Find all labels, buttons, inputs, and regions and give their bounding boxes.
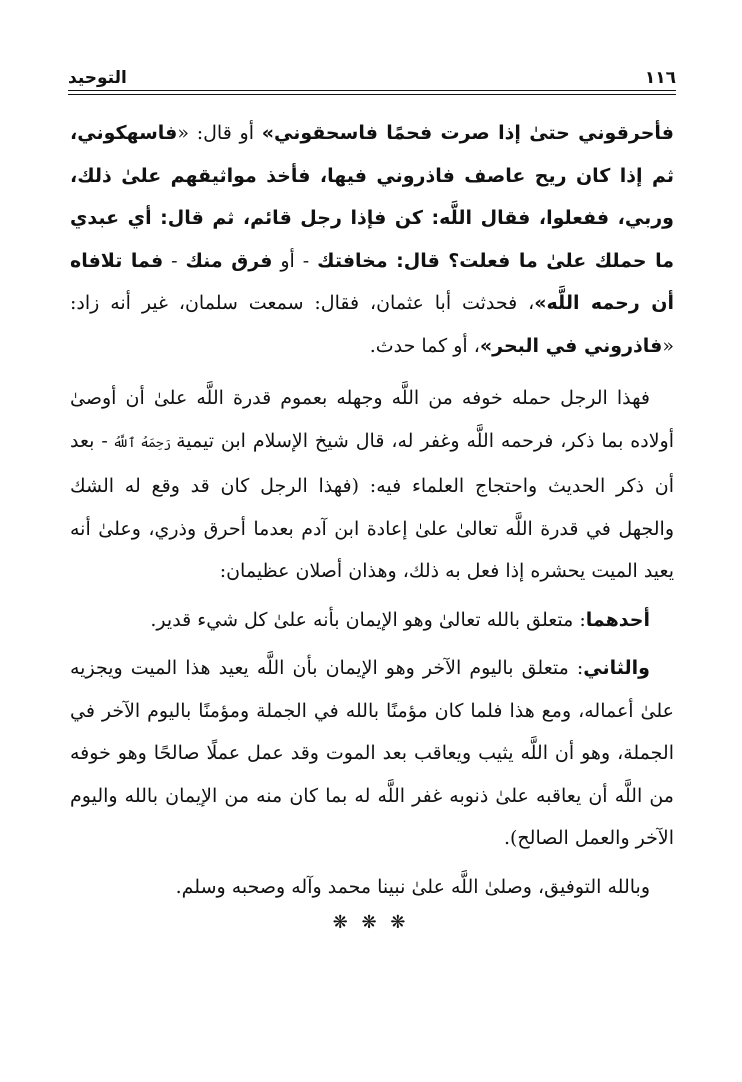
- text-span: ، أو كما حدث.: [369, 334, 480, 357]
- body-text: [70, 112, 674, 914]
- text-span: وبالله التوفيق، وصلىٰ اللَّه علىٰ نبينا محمد وآله وصحبه وسلم.: [175, 875, 650, 898]
- bold-span: أحدهما: [585, 608, 650, 631]
- bold-span: والثاني: [583, 657, 650, 679]
- header-rule-top: [68, 90, 676, 91]
- section-separator: ❋ ❋ ❋: [332, 912, 410, 933]
- text-span: - أو: [272, 249, 318, 272]
- bold-span: فما تلافاه أن رحمه اللَّه»: [70, 249, 674, 314]
- text-span: أو قال: «: [177, 122, 262, 144]
- running-header: [68, 54, 676, 88]
- header-rule-bottom: [68, 94, 676, 95]
- bold-span: فرق منك: [185, 249, 273, 272]
- paragraph-second-principle: [70, 647, 674, 860]
- paragraph-closing: [70, 866, 674, 909]
- text-span: : متعلق باليوم الآخر وهو الإيمان بأن اللَّه يعيد هذا الميت ويجزيه علىٰ أعماله، ومع هذا فلما كان مؤمنًا بالله في الجملة ومؤمنًا باليوم الآخر في الجملة، وهو أن اللَّه يثيب ويعاقب بعد الموت وقد عمل عملًا صالحًا وهو خوفه من اللَّه أن يعاقبه علىٰ ذنوبه غفر اللَّه له بما كان منه من الإيمان بالله واليوم الآخر والعمل الصالح).: [70, 657, 674, 849]
- text-span: - بعد أن ذكر الحديث واحتجاج العلماء فيه: (فهذا الرجل كان قد وقع له الشك والجهل في قدرة اللَّه تعالىٰ علىٰ إعادة ابن آدم بعدما أحرق وذري، وعلىٰ أنه يعيد الميت يحشره إذا فعل به ذلك، وهذان أصلان عظيمان:: [70, 429, 674, 582]
- running-title: التوحيد: [68, 68, 127, 88]
- bold-span: فاسهكوني، ثم إذا كان ريح عاصف فاذروني فيها، فأخذ مواثيقهم علىٰ ذلك، وربي، ففعلوا، فقال اللَّه: كن فإذا رجل قائم، ثم قال: أي عبدي ما حملك علىٰ ما فعلت؟ قال: مخافتك: [70, 122, 674, 272]
- bold-span: فأحرقوني حتىٰ إذا صرت فحمًا فاسحقوني»: [261, 122, 674, 144]
- text-span: -: [163, 249, 186, 272]
- bold-span: فاذروني في البحر»: [479, 334, 663, 357]
- paragraph-commentary: [70, 377, 674, 593]
- paragraph-hadith: [70, 112, 674, 367]
- page-number: ١١٦: [644, 68, 676, 88]
- text-span: فهذا الرجل حمله خوفه من اللَّه وجهله بعموم قدرة اللَّه علىٰ أن أوصىٰ أولاده بما ذكر، فرحمه اللَّه وغفر له، قال شيخ الإسلام ابن تيمية: [70, 387, 675, 452]
- honorific-phrase: رَحِمَهُ ٱللَّهُ: [107, 435, 177, 451]
- text-span: ، فحدثت أبا عثمان، فقال: سمعت سلمان، غير أنه زاد: «: [70, 292, 674, 357]
- text-span: : متعلق بالله تعالىٰ وهو الإيمان بأنه علىٰ كل شيء قدير.: [150, 608, 586, 631]
- paragraph-first-principle: [70, 599, 674, 642]
